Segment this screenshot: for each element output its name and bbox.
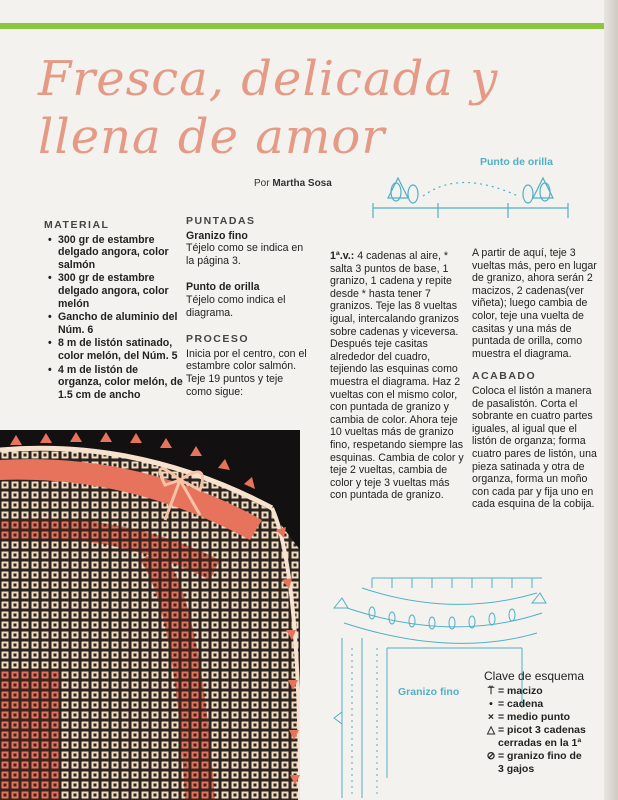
right-text-column xyxy=(472,247,602,511)
material-item: • 8 m de listón satinado, color melón, del Núm. 5 xyxy=(58,337,184,362)
edge-stitch-diagram xyxy=(368,168,578,228)
acabado-heading: ACABADO xyxy=(472,370,537,383)
vuelta-label: 1ª.v.: xyxy=(330,250,355,262)
acabado-text: Coloca el listón a manera de pasalistón. Corta el sobrante en cuatro partes iguales, al igual que el listón de organza; forma cuatro pares de listón, una pieza satinada y otra de organza, forma un moño con cada par y fija uno en cada esquina de la cobija. xyxy=(472,384,597,511)
material-item: • Gancho de aluminio del Núm. 6 xyxy=(58,311,184,336)
picot-icon: △ xyxy=(486,724,496,736)
middle-text-body: 4 cadenas al aire, * salta 3 puntos de base, 1 granizo, 1 cadena y repite desde * hasta tener 7 granizos. Teje las 8 vueltas igual, intercalando granizos sobre cadenas y viceversa. Después teje casitas alrededor del cuadro, tejiendo las esquinas como muestra el diagrama. Haz 2 vueltas con el mismo color, con puntada de granizo y cambia de color. Ahora teje 10 vueltas más de granizo fino, respetando siempre las esquinas. Cambia de color y teje 2 vueltas, cambia de color y teje 3 vueltas más con puntada de granizo. xyxy=(330,250,464,502)
puntadas-column xyxy=(186,215,310,398)
material-heading: MATERIAL xyxy=(44,219,110,231)
top-green-rule xyxy=(0,23,604,29)
label-punto-orilla: Punto de orilla xyxy=(480,156,553,168)
material-item: • 300 gr de estambre delgado angora, color melón xyxy=(58,272,184,310)
granizo-fino-icon: ⊘ xyxy=(486,750,496,762)
legend-text: = cadena xyxy=(498,698,544,710)
page-title xyxy=(38,50,558,166)
material-list xyxy=(44,234,184,402)
legend-text: cerradas en la 1ª xyxy=(498,737,582,749)
legend-text: = medio punto xyxy=(498,711,571,723)
legend-row xyxy=(484,685,618,698)
legend-row xyxy=(484,750,618,763)
legend-text: = macizo xyxy=(498,685,543,697)
orilla-title: Punto de orilla xyxy=(186,281,260,294)
legend-text: 3 gajos xyxy=(498,763,535,775)
stitch-legend xyxy=(484,670,618,776)
title-line-1: Fresca, delicada y xyxy=(38,51,499,107)
byline-prefix: Por xyxy=(254,178,270,189)
blanket-photo xyxy=(0,430,300,800)
middle-text-column xyxy=(330,250,466,502)
medio-punto-icon: × xyxy=(487,711,495,723)
legend-text: = picot 3 cadenas xyxy=(498,724,586,736)
puntadas-heading: PUNTADAS xyxy=(186,215,256,227)
byline xyxy=(254,178,332,189)
title-line-2: llena de amor xyxy=(38,109,386,165)
legend-row xyxy=(484,711,618,724)
material-column xyxy=(44,219,184,402)
legend-text: = granizo fino de xyxy=(498,750,582,762)
legend-row xyxy=(484,724,618,737)
cadena-icon: • xyxy=(489,698,493,710)
byline-author: Martha Sosa xyxy=(272,178,332,189)
right-text-body: A partir de aquí, teje 3 vueltas más, pero en lugar de granizo, ahora serán 2 macizos, 2 cadenas(ver viñeta); luego cambia de color, teje una vuelta de casitas y una más de puntada de orilla, como muestra el diagrama. xyxy=(472,247,597,360)
proceso-heading: PROCESO xyxy=(186,333,250,346)
proceso-text: Inicia por el centro, con el estambre color salmón. Teje 19 puntos y teje como sigue: xyxy=(186,347,307,398)
granizo-title: Granizo fino xyxy=(186,229,248,242)
granizo-text: Téjelo como se indica en la página 3. xyxy=(186,242,304,267)
orilla-text: Téjelo como indica el diagrama. xyxy=(186,293,286,319)
label-granizo-fino: Granizo fino xyxy=(398,686,460,698)
material-item: • 4 m de listón de organza, color melón, de 1.5 cm de ancho xyxy=(58,364,184,402)
legend-title: Clave de esquema xyxy=(484,669,585,683)
material-item: • 300 gr de estambre delgado angora, color salmón xyxy=(58,234,184,272)
legend-row xyxy=(484,698,618,711)
macizo-icon: ⍡ xyxy=(487,685,495,697)
